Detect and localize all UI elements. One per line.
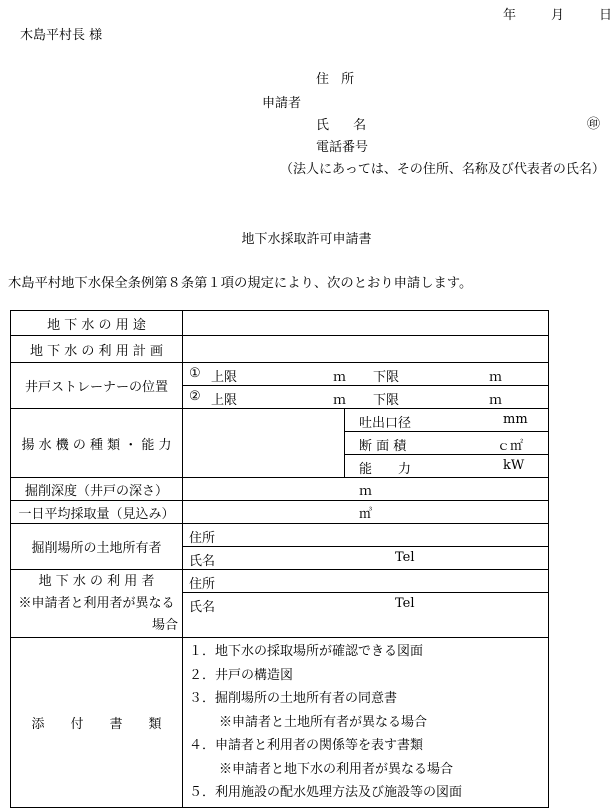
strainer-upper: 上限	[211, 393, 238, 408]
depth-label: 掘削深度（井戸の深さ）	[11, 478, 183, 501]
attachments-label: 添 付 書 類	[11, 638, 183, 808]
list-item: ４．申請者と利用者の関係等を表す書類	[189, 738, 424, 753]
table-row	[11, 638, 549, 808]
pump-unit: kW	[503, 458, 525, 473]
plan-label: 地 下 水 の 利 用 計 画	[11, 336, 183, 363]
user-name-label: 氏名	[189, 600, 216, 615]
use-label: 地 下 水 の 用 途	[11, 311, 183, 336]
date-day: 日	[598, 8, 613, 23]
list-item: ３．掘削場所の土地所有者の同意書	[189, 691, 398, 706]
address-label: 住 所	[316, 72, 359, 87]
owner-name-label: 氏名	[189, 554, 216, 569]
addressee: 木島平村長 様	[20, 28, 103, 43]
strainer-row-2[interactable]	[183, 386, 549, 409]
pump-type-field[interactable]	[183, 409, 345, 478]
pump-row[interactable]	[345, 432, 549, 455]
strainer-lower: 下限	[373, 370, 400, 385]
strainer-lower: 下限	[373, 393, 400, 408]
list-item: ※申請者と土地所有者が異なる場合	[219, 714, 428, 730]
list-item: ※申請者と地下水の利用者が異なる場合	[219, 761, 454, 777]
daily-label: 一日平均採取量（見込み）	[11, 501, 183, 524]
pump-row[interactable]	[345, 409, 549, 432]
pump-label: 揚 水 機 の 種 類 ・ 能 力	[11, 409, 183, 478]
user-address-field[interactable]	[183, 570, 549, 593]
owner-address-label: 住所	[189, 531, 216, 546]
pump-item-label: 吐出口径	[359, 416, 412, 431]
table-row	[11, 570, 549, 593]
pump-row[interactable]	[345, 455, 549, 478]
user-name-field[interactable]	[183, 593, 549, 638]
strainer-unit: ｍ	[489, 393, 503, 408]
strainer-upper: 上限	[211, 370, 238, 385]
strainer-unit: ｍ	[333, 370, 347, 385]
table-row	[11, 478, 549, 501]
list-item: ２．井戸の構造図	[189, 667, 294, 683]
owner-label: 掘削場所の土地所有者	[11, 524, 183, 570]
user-address-label: 住所	[189, 577, 216, 592]
owner-tel-label: Tel	[395, 550, 415, 565]
table-row	[11, 311, 549, 336]
date-year: 年	[502, 8, 517, 23]
document-title: 地下水採取許可申請書	[241, 232, 372, 247]
table-row	[11, 524, 549, 547]
user-label	[11, 570, 183, 638]
plan-field[interactable]	[183, 336, 549, 363]
pump-unit: ｃ㎡	[497, 439, 524, 454]
applicant-label: 申請者	[262, 96, 302, 111]
daily-unit[interactable]: ㎥	[183, 501, 549, 524]
user-label-line: 場合	[151, 617, 178, 633]
user-tel-label: Tel	[395, 596, 415, 611]
corporation-note: （法人にあっては、その住所、名称及び代表者の氏名）	[280, 162, 605, 177]
pump-item-label: 断 面 積	[359, 439, 407, 454]
pump-item-label: 能 力	[359, 462, 412, 477]
date-month: 月	[550, 8, 565, 23]
table-row	[11, 501, 549, 524]
list-item: ５．利用施設の配水処理方法及び施設等の図面	[189, 785, 463, 800]
user-label-line: 地 下 水 の 利 用 者	[38, 573, 155, 589]
user-label-line: ※申請者と利用者が異なる	[18, 595, 175, 611]
strainer-num: ②	[189, 389, 201, 404]
strainer-row-1[interactable]	[183, 363, 549, 386]
pump-unit: mm	[503, 412, 528, 427]
application-table	[10, 310, 549, 808]
attachments-list	[183, 638, 549, 808]
table-row	[11, 363, 549, 386]
strainer-unit: ｍ	[333, 393, 347, 408]
seal-mark: ㊞	[587, 117, 601, 132]
date-line	[503, 4, 613, 23]
strainer-label: 井戸ストレーナーの位置	[11, 363, 183, 409]
strainer-num: ①	[189, 366, 201, 381]
depth-unit[interactable]: ｍ	[183, 478, 549, 501]
table-row	[11, 336, 549, 363]
owner-name-field[interactable]	[183, 547, 549, 570]
owner-address-field[interactable]	[183, 524, 549, 547]
use-field[interactable]	[183, 311, 549, 336]
table-row	[11, 409, 549, 432]
strainer-unit: ｍ	[489, 370, 503, 385]
name-label: 氏 名	[316, 118, 377, 133]
intro-text: 木島平村地下水保全条例第８条第１項の規定により、次のとおり申請します。	[8, 276, 473, 291]
phone-label: 電話番号	[316, 140, 369, 155]
list-item: １．地下水の採取場所が確認できる図面	[189, 644, 424, 659]
